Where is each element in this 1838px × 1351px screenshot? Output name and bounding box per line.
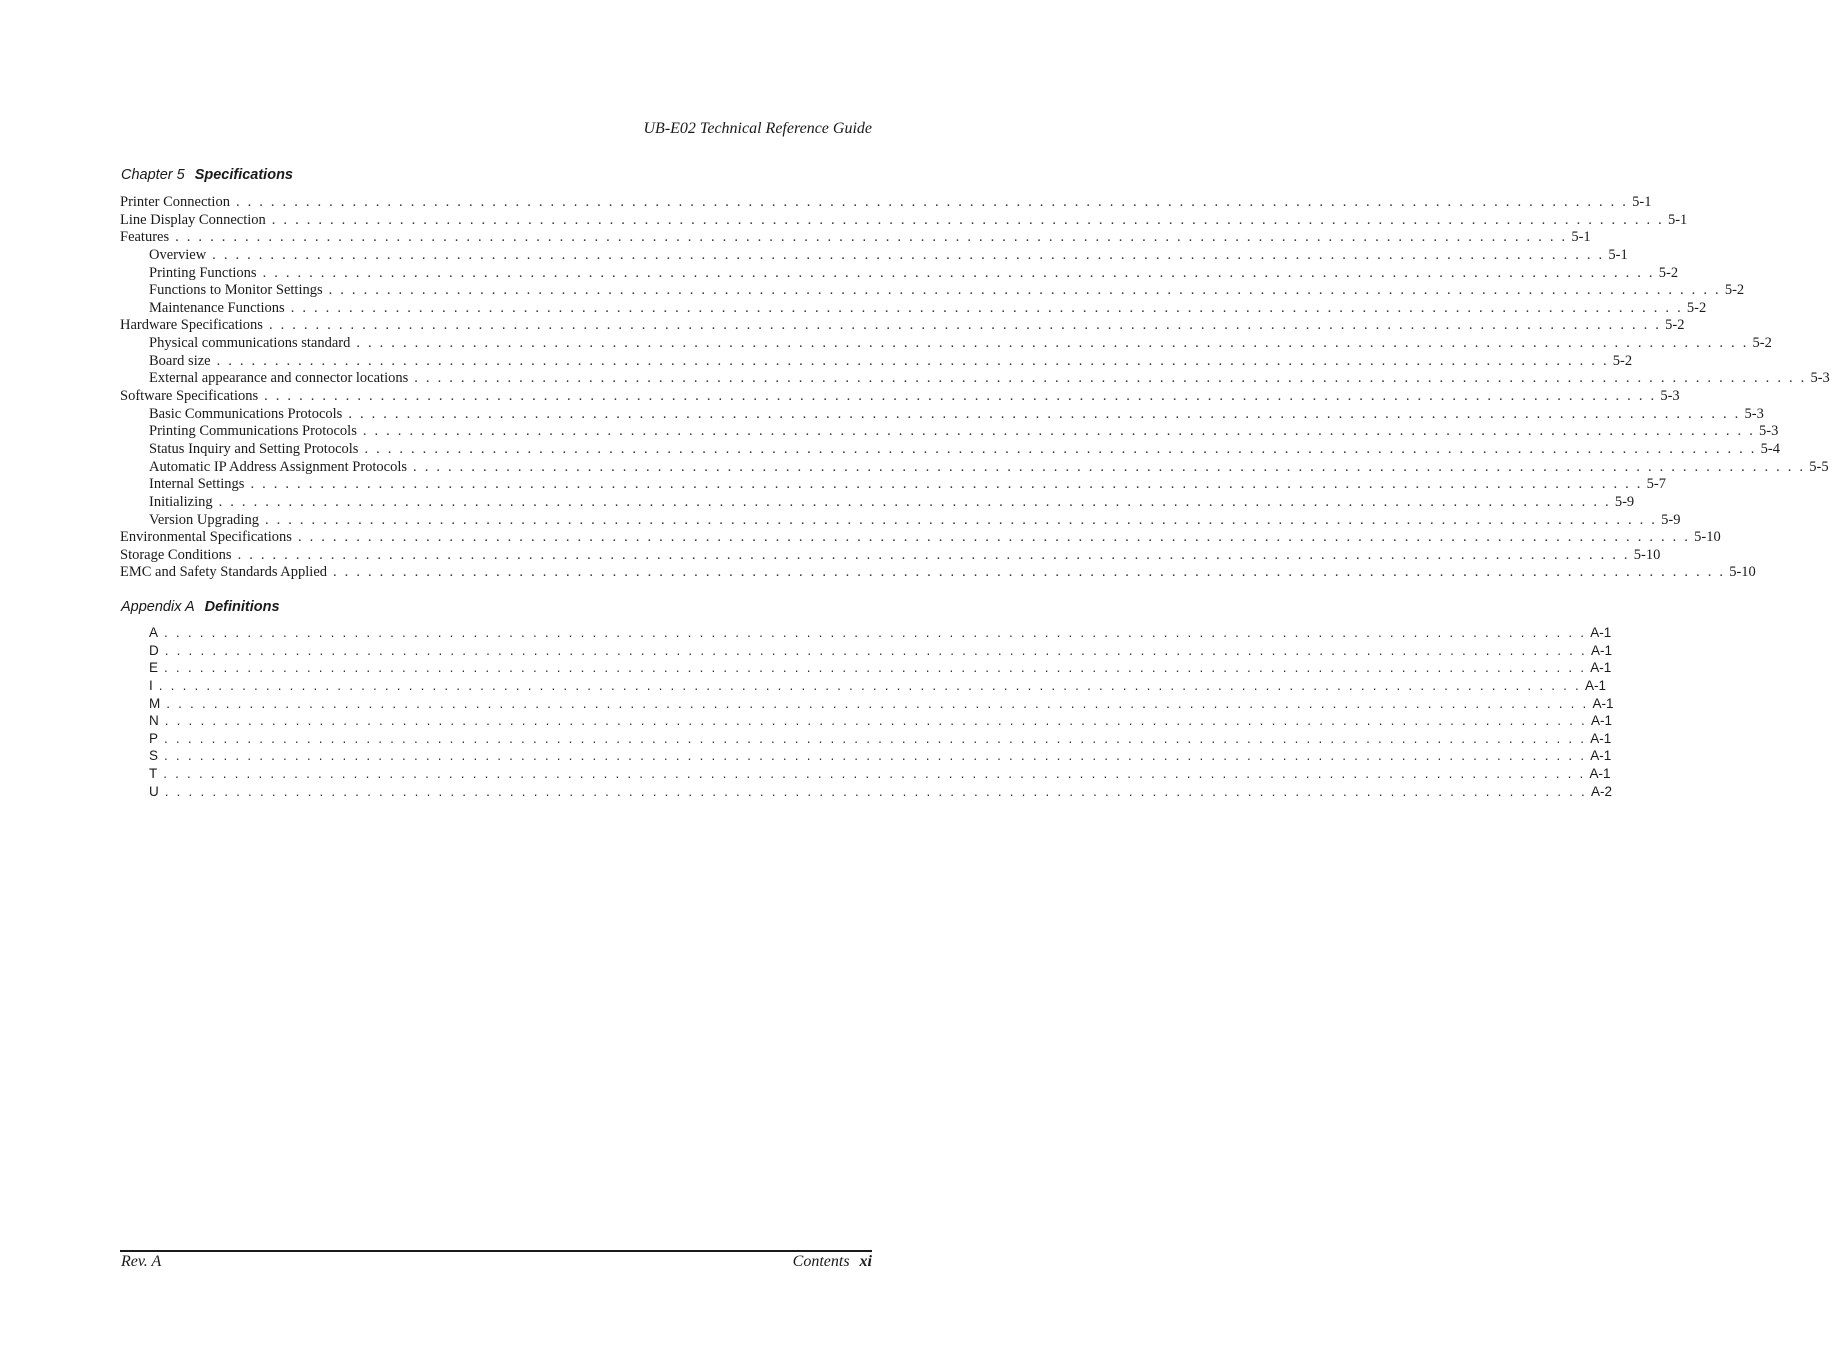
toc-entry-page: A-1 (1590, 730, 1612, 746)
toc-entry (120, 440, 1780, 459)
toc-entry-title: I (149, 677, 153, 693)
toc-entry (120, 299, 1707, 318)
toc-leader-dots: . . . . . . . . . . . . . . . . . . . . . . . . . . . . . . . . . . . . . . . . . . . . . . . . . . . . . . . . . . . . . . . . . . . . . . . . . . . . . . . . . . . . . . . . . . . . . . . . . . . . . . . . . . . . . . . . . . . . . . . . (290, 299, 1683, 316)
footer-revision: Rev. A (121, 1253, 162, 1270)
toc-leader-dots: . . . . . . . . . . . . . . . . . . . . . . . . . . . . . . . . . . . . . . . . . . . . . . . . . . . . . . . . . . . . . . . . . . . . . . . . . . . . . . . . . . . . . . . . . . . . . . . . . . . . . . . . . . . . . . . . . . . . . . . . (250, 476, 1643, 493)
toc-entry (120, 624, 1612, 642)
toc-entry-page: 5-10 (1633, 546, 1661, 563)
toc-entry (120, 783, 1612, 801)
toc-entry (120, 335, 1772, 353)
toc-entry-title: Automatic IP Address Assignment Protocols (149, 458, 408, 475)
toc-leader-dots: . . . . . . . . . . . . . . . . . . . . . . . . . . . . . . . . . . . . . . . . . . . . . . . . . . . . . . . . . . . . . . . . . . . . . . . . . . . . . . . . . . . . . . . . . . . . . . . . . . . . . . . . . . . . . . . . . . . . . . . . (163, 766, 1586, 782)
toc-leader-dots: . . . . . . . . . . . . . . . . . . . . . . . . . . . . . . . . . . . . . . . . . . . . . . . . . . . . . . . . . . . . . . . . . . . . . . . . . . . . . . . . . . . . . . . . . . . . . . . . . . . . . . . . . . . . . . . . . . . . . . . . (235, 194, 1629, 210)
toc-leader-dots: . . . . . . . . . . . . . . . . . . . . . . . . . . . . . . . . . . . . . . . . . . . . . . . . . . . . . . . . . . . . . . . . . . . . . . . . . . . . . . . . . . . . . . . . . . . . . . . . . . . . . . . . . . . . . . . . . . . . . . . . (356, 335, 1749, 352)
toc-leader-dots: . . . . . . . . . . . . . . . . . . . . . . . . . . . . . . . . . . . . . . . . . . . . . . . . . . . . . . . . . . . . . . . . . . . . . . . . . . . . . . . . . . . . . . . . . . . . . . . . . . . . . . . . . . . . . . . . . . . . . . . . (164, 660, 1587, 676)
toc-entry-page: 5-1 (1667, 211, 1688, 228)
toc-entry-page: 5-1 (1571, 229, 1591, 246)
toc-entry (120, 229, 1591, 247)
footer-page-label (793, 1253, 872, 1271)
toc-entry (120, 747, 1612, 765)
chapter-label: Chapter 5 (121, 167, 185, 183)
toc-entry (120, 423, 1779, 441)
toc-leader-dots: . . . . . . . . . . . . . . . . . . . . . . . . . . . . . . . . . . . . . . . . . . . . . . . . . . . . . . . . . . . . . . . . . . . . . . . . . . . . . . . . . . . . . . . . . . . . . . . . . . . . . . . . . . . . . . . . . . . . . . . . (216, 352, 1609, 369)
toc-entry-page: 5-2 (1724, 282, 1745, 299)
toc-entry-page: 5-4 (1760, 440, 1780, 457)
toc-entry-page: 5-3 (1810, 370, 1830, 387)
toc-leader-dots: . . . . . . . . . . . . . . . . . . . . . . . . . . . . . . . . . . . . . . . . . . . . . . . . . . . . . . . . . . . . . . . . . . . . . . . . . . . . . . . . . . . . . . . . . . . . . . . . . . . . . . . . . . . . . . . . . . . . . . . . (166, 695, 1589, 711)
toc-entry-title: U (149, 783, 159, 799)
toc-entry-title: Software Specifications (120, 388, 259, 405)
toc-leader-dots: . . . . . . . . . . . . . . . . . . . . . . . . . . . . . . . . . . . . . . . . . . . . . . . . . . . . . . . . . . . . . . . . . . . . . . . . . . . . . . . . . . . . . . . . . . . . . . . . . . . . . . . . . . . . . . . . . . . . . . . . (164, 642, 1587, 658)
toc-leader-dots: . . . . . . . . . . . . . . . . . . . . . . . . . . . . . . . . . . . . . . . . . . . . . . . . . . . . . . . . . . . . . . . . . . . . . . . . . . . . . . . . . . . . . . . . . . . . . . . . . . . . . . . . . . . . . . . . . . . . . . . . (414, 370, 1807, 387)
toc-entry-title: Environmental Specifications (120, 529, 292, 546)
appendix-a-toc (120, 624, 1614, 800)
toc-entry (120, 642, 1612, 660)
toc-leader-dots: . . . . . . . . . . . . . . . . . . . . . . . . . . . . . . . . . . . . . . . . . . . . . . . . . . . . . . . . . . . . . . . . . . . . . . . . . . . . . . . . . . . . . . . . . . . . . . . . . . . . . . . . . . . . . . . . . . . . . . . . (212, 246, 1605, 263)
toc-entry-title: A (149, 625, 159, 640)
toc-entry-page: 5-2 (1752, 335, 1772, 352)
toc-leader-dots: . . . . . . . . . . . . . . . . . . . . . . . . . . . . . . . . . . . . . . . . . . . . . . . . . . . . . . . . . . . . . . . . . . . . . . . . . . . . . . . . . . . . . . . . . . . . . . . . . . . . . . . . . . . . . . . . . . . . . . . . (268, 317, 1662, 334)
footer-rule (120, 1250, 872, 1252)
toc-entry (120, 317, 1685, 335)
toc-entry-title: Storage Conditions (120, 546, 232, 563)
toc-entry-title: Functions to Monitor Settings (149, 282, 323, 299)
toc-leader-dots: . . . . . . . . . . . . . . . . . . . . . . . . . . . . . . . . . . . . . . . . . . . . . . . . . . . . . . . . . . . . . . . . . . . . . . . . . . . . . . . . . . . . . . . . . . . . . . . . . . . . . . . . . . . . . . . . . . . . . . . . (271, 211, 1664, 228)
toc-entry (120, 211, 1688, 230)
toc-entry-title: Overview (149, 246, 207, 263)
toc-entry (120, 677, 1607, 695)
toc-entry-page: 5-3 (1660, 388, 1680, 405)
toc-leader-dots: . . . . . . . . . . . . . . . . . . . . . . . . . . . . . . . . . . . . . . . . . . . . . . . . . . . . . . . . . . . . . . . . . . . . . . . . . . . . . . . . . . . . . . . . . . . . . . . . . . . . . . . . . . . . . . . . . . . . . . . . (262, 264, 1655, 281)
toc-leader-dots: . . . . . . . . . . . . . . . . . . . . . . . . . . . . . . . . . . . . . . . . . . . . . . . . . . . . . . . . . . . . . . . . . . . . . . . . . . . . . . . . . . . . . . . . . . . . . . . . . . . . . . . . . . . . . . . . . . . . . . . . (264, 388, 1657, 405)
toc-entry-page: 5-7 (1646, 476, 1666, 493)
toc-entry (120, 458, 1829, 477)
toc-leader-dots: . . . . . . . . . . . . . . . . . . . . . . . . . . . . . . . . . . . . . . . . . . . . . . . . . . . . . . . . . . . . . . . . . . . . . . . . . . . . . . . . . . . . . . . . . . . . . . . . . . . . . . . . . . . . . . . . . . . . . . . . (264, 511, 1658, 528)
toc-entry-page: A-1 (1590, 642, 1612, 658)
toc-entry (120, 511, 1681, 530)
toc-leader-dots: . . . . . . . . . . . . . . . . . . . . . . . . . . . . . . . . . . . . . . . . . . . . . . . . . . . . . . . . . . . . . . . . . . . . . . . . . . . . . . . . . . . . . . . . . . . . . . . . . . . . . . . . . . . . . . . . . . . . . . . . (158, 677, 1581, 693)
toc-entry-page: A-2 (1590, 783, 1612, 799)
toc-entry-title: T (149, 766, 158, 782)
toc-entry-page: A-1 (1589, 766, 1611, 782)
running-header-title: UB-E02 Technical Reference Guide (643, 120, 872, 137)
appendix-name: Definitions (204, 599, 280, 615)
toc-entry-title: M (149, 695, 161, 711)
toc-entry-title: S (149, 748, 159, 764)
toc-leader-dots: . . . . . . . . . . . . . . . . . . . . . . . . . . . . . . . . . . . . . . . . . . . . . . . . . . . . . . . . . . . . . . . . . . . . . . . . . . . . . . . . . . . . . . . . . . . . . . . . . . . . . . . . . . . . . . . . . . . . . . . . (175, 229, 1568, 246)
toc-entry-title: D (149, 642, 159, 658)
toc-entry-page: 5-3 (1759, 423, 1779, 440)
toc-entry (120, 370, 1830, 388)
toc-entry-title: Printer Connection (120, 194, 230, 210)
toc-entry-title: External appearance and connector locations (149, 370, 409, 387)
toc-entry-title: Basic Communications Protocols (149, 405, 343, 422)
chapter-5-heading (121, 167, 293, 183)
toc-entry-title: Maintenance Functions (149, 299, 285, 316)
toc-entry-page: 5-10 (1694, 529, 1721, 546)
toc-entry-title: EMC and Safety Standards Applied (120, 564, 328, 581)
toc-entry-page: 5-2 (1686, 299, 1707, 316)
toc-entry-page: 5-5 (1809, 458, 1829, 475)
toc-leader-dots: . . . . . . . . . . . . . . . . . . . . . . . . . . . . . . . . . . . . . . . . . . . . . . . . . . . . . . . . . . . . . . . . . . . . . . . . . . . . . . . . . . . . . . . . . . . . . . . . . . . . . . . . . . . . . . . . . . . . . . . . (164, 783, 1587, 799)
toc-leader-dots: . . . . . . . . . . . . . . . . . . . . . . . . . . . . . . . . . . . . . . . . . . . . . . . . . . . . . . . . . . . . . . . . . . . . . . . . . . . . . . . . . . . . . . . . . . . . . . . . . . . . . . . . . . . . . . . . . . . . . . . . (164, 730, 1587, 746)
toc-entry-title: P (149, 730, 159, 746)
toc-entry (120, 564, 1756, 582)
toc-entry (120, 388, 1680, 406)
toc-entry (120, 476, 1666, 494)
footer-section: Contents (792, 1253, 850, 1270)
toc-entry-page: 5-1 (1608, 246, 1628, 263)
toc-leader-dots: . . . . . . . . . . . . . . . . . . . . . . . . . . . . . . . . . . . . . . . . . . . . . . . . . . . . . . . . . . . . . . . . . . . . . . . . . . . . . . . . . . . . . . . . . . . . . . . . . . . . . . . . . . . . . . . . . . . . . . . . (348, 405, 1741, 422)
toc-entry-title: Board size (149, 352, 211, 369)
toc-entry-title: Line Display Connection (120, 211, 266, 228)
toc-entry-page: 5-3 (1744, 405, 1764, 422)
toc-entry-page: 5-9 (1661, 511, 1681, 528)
toc-entry (120, 765, 1611, 783)
toc-leader-dots: . . . . . . . . . . . . . . . . . . . . . . . . . . . . . . . . . . . . . . . . . . . . . . . . . . . . . . . . . . . . . . . . . . . . . . . . . . . . . . . . . . . . . . . . . . . . . . . . . . . . . . . . . . . . . . . . . . . . . . . . (364, 440, 1757, 457)
toc-entry-title: Physical communications standard (149, 335, 351, 352)
toc-entry (120, 405, 1764, 424)
toc-entry-title: N (149, 713, 159, 729)
toc-entry-title: Version Upgrading (149, 511, 259, 528)
toc-entry-page: A-1 (1590, 660, 1612, 676)
appendix-label: Appendix A (121, 599, 195, 615)
toc-entry-title: Internal Settings (149, 476, 245, 493)
toc-entry (120, 659, 1612, 677)
footer-page-number: xi (859, 1253, 872, 1270)
toc-entry (120, 264, 1679, 283)
toc-entry-page: 5-10 (1729, 564, 1756, 581)
toc-entry-title: E (149, 660, 159, 676)
toc-entry (120, 352, 1633, 371)
toc-entry-page: 5-9 (1614, 493, 1635, 510)
chapter-name: Specifications (194, 167, 293, 183)
toc-entry-page: 5-2 (1612, 352, 1633, 369)
toc-entry-title: Printing Communications Protocols (149, 423, 357, 440)
toc-entry (120, 194, 1652, 212)
toc-entry-title: Status Inquiry and Setting Protocols (149, 440, 359, 457)
toc-entry-page: 5-1 (1632, 194, 1652, 210)
toc-entry-title: Features (120, 229, 170, 246)
toc-entry-page: A-1 (1592, 695, 1614, 711)
toc-entry-title: Hardware Specifications (120, 317, 263, 334)
toc-entry-title: Initializing (149, 493, 213, 510)
appendix-a-heading (121, 599, 280, 615)
toc-leader-dots: . . . . . . . . . . . . . . . . . . . . . . . . . . . . . . . . . . . . . . . . . . . . . . . . . . . . . . . . . . . . . . . . . . . . . . . . . . . . . . . . . . . . . . . . . . . . . . . . . . . . . . . . . . . . . . . . . . . . . . . . (297, 529, 1691, 546)
toc-leader-dots: . . . . . . . . . . . . . . . . . . . . . . . . . . . . . . . . . . . . . . . . . . . . . . . . . . . . . . . . . . . . . . . . . . . . . . . . . . . . . . . . . . . . . . . . . . . . . . . . . . . . . . . . . . . . . . . . . . . . . . . . (413, 458, 1806, 475)
toc-entry (120, 546, 1661, 565)
toc-entry (120, 282, 1745, 300)
toc-entry (120, 529, 1721, 547)
toc-entry-title: Printing Functions (149, 264, 257, 281)
toc-entry-page: 5-2 (1658, 264, 1679, 281)
toc-leader-dots: . . . . . . . . . . . . . . . . . . . . . . . . . . . . . . . . . . . . . . . . . . . . . . . . . . . . . . . . . . . . . . . . . . . . . . . . . . . . . . . . . . . . . . . . . . . . . . . . . . . . . . . . . . . . . . . . . . . . . . . . (164, 748, 1587, 764)
toc-entry (120, 246, 1628, 265)
toc-leader-dots: . . . . . . . . . . . . . . . . . . . . . . . . . . . . . . . . . . . . . . . . . . . . . . . . . . . . . . . . . . . . . . . . . . . . . . . . . . . . . . . . . . . . . . . . . . . . . . . . . . . . . . . . . . . . . . . . . . . . . . . . (218, 493, 1611, 510)
toc-entry (120, 493, 1635, 512)
toc-entry (120, 695, 1614, 713)
toc-entry-page: A-1 (1585, 677, 1607, 693)
chapter-5-toc (120, 194, 1830, 582)
toc-entry-page: A-1 (1590, 625, 1612, 640)
toc-entry (120, 712, 1612, 730)
toc-entry-page: 5-2 (1665, 317, 1685, 334)
toc-entry (120, 730, 1612, 748)
toc-entry-page: A-1 (1590, 713, 1612, 729)
toc-leader-dots: . . . . . . . . . . . . . . . . . . . . . . . . . . . . . . . . . . . . . . . . . . . . . . . . . . . . . . . . . . . . . . . . . . . . . . . . . . . . . . . . . . . . . . . . . . . . . . . . . . . . . . . . . . . . . . . . . . . . . . . . (164, 625, 1587, 640)
toc-leader-dots: . . . . . . . . . . . . . . . . . . . . . . . . . . . . . . . . . . . . . . . . . . . . . . . . . . . . . . . . . . . . . . . . . . . . . . . . . . . . . . . . . . . . . . . . . . . . . . . . . . . . . . . . . . . . . . . . . . . . . . . . (164, 713, 1587, 729)
toc-leader-dots: . . . . . . . . . . . . . . . . . . . . . . . . . . . . . . . . . . . . . . . . . . . . . . . . . . . . . . . . . . . . . . . . . . . . . . . . . . . . . . . . . . . . . . . . . . . . . . . . . . . . . . . . . . . . . . . . . . . . . . . . (333, 564, 1726, 581)
toc-leader-dots: . . . . . . . . . . . . . . . . . . . . . . . . . . . . . . . . . . . . . . . . . . . . . . . . . . . . . . . . . . . . . . . . . . . . . . . . . . . . . . . . . . . . . . . . . . . . . . . . . . . . . . . . . . . . . . . . . . . . . . . . (362, 423, 1756, 440)
toc-leader-dots: . . . . . . . . . . . . . . . . . . . . . . . . . . . . . . . . . . . . . . . . . . . . . . . . . . . . . . . . . . . . . . . . . . . . . . . . . . . . . . . . . . . . . . . . . . . . . . . . . . . . . . . . . . . . . . . . . . . . . . . . (237, 546, 1630, 563)
toc-entry-page: A-1 (1590, 748, 1612, 764)
toc-leader-dots: . . . . . . . . . . . . . . . . . . . . . . . . . . . . . . . . . . . . . . . . . . . . . . . . . . . . . . . . . . . . . . . . . . . . . . . . . . . . . . . . . . . . . . . . . . . . . . . . . . . . . . . . . . . . . . . . . . . . . . . . (328, 282, 1721, 299)
